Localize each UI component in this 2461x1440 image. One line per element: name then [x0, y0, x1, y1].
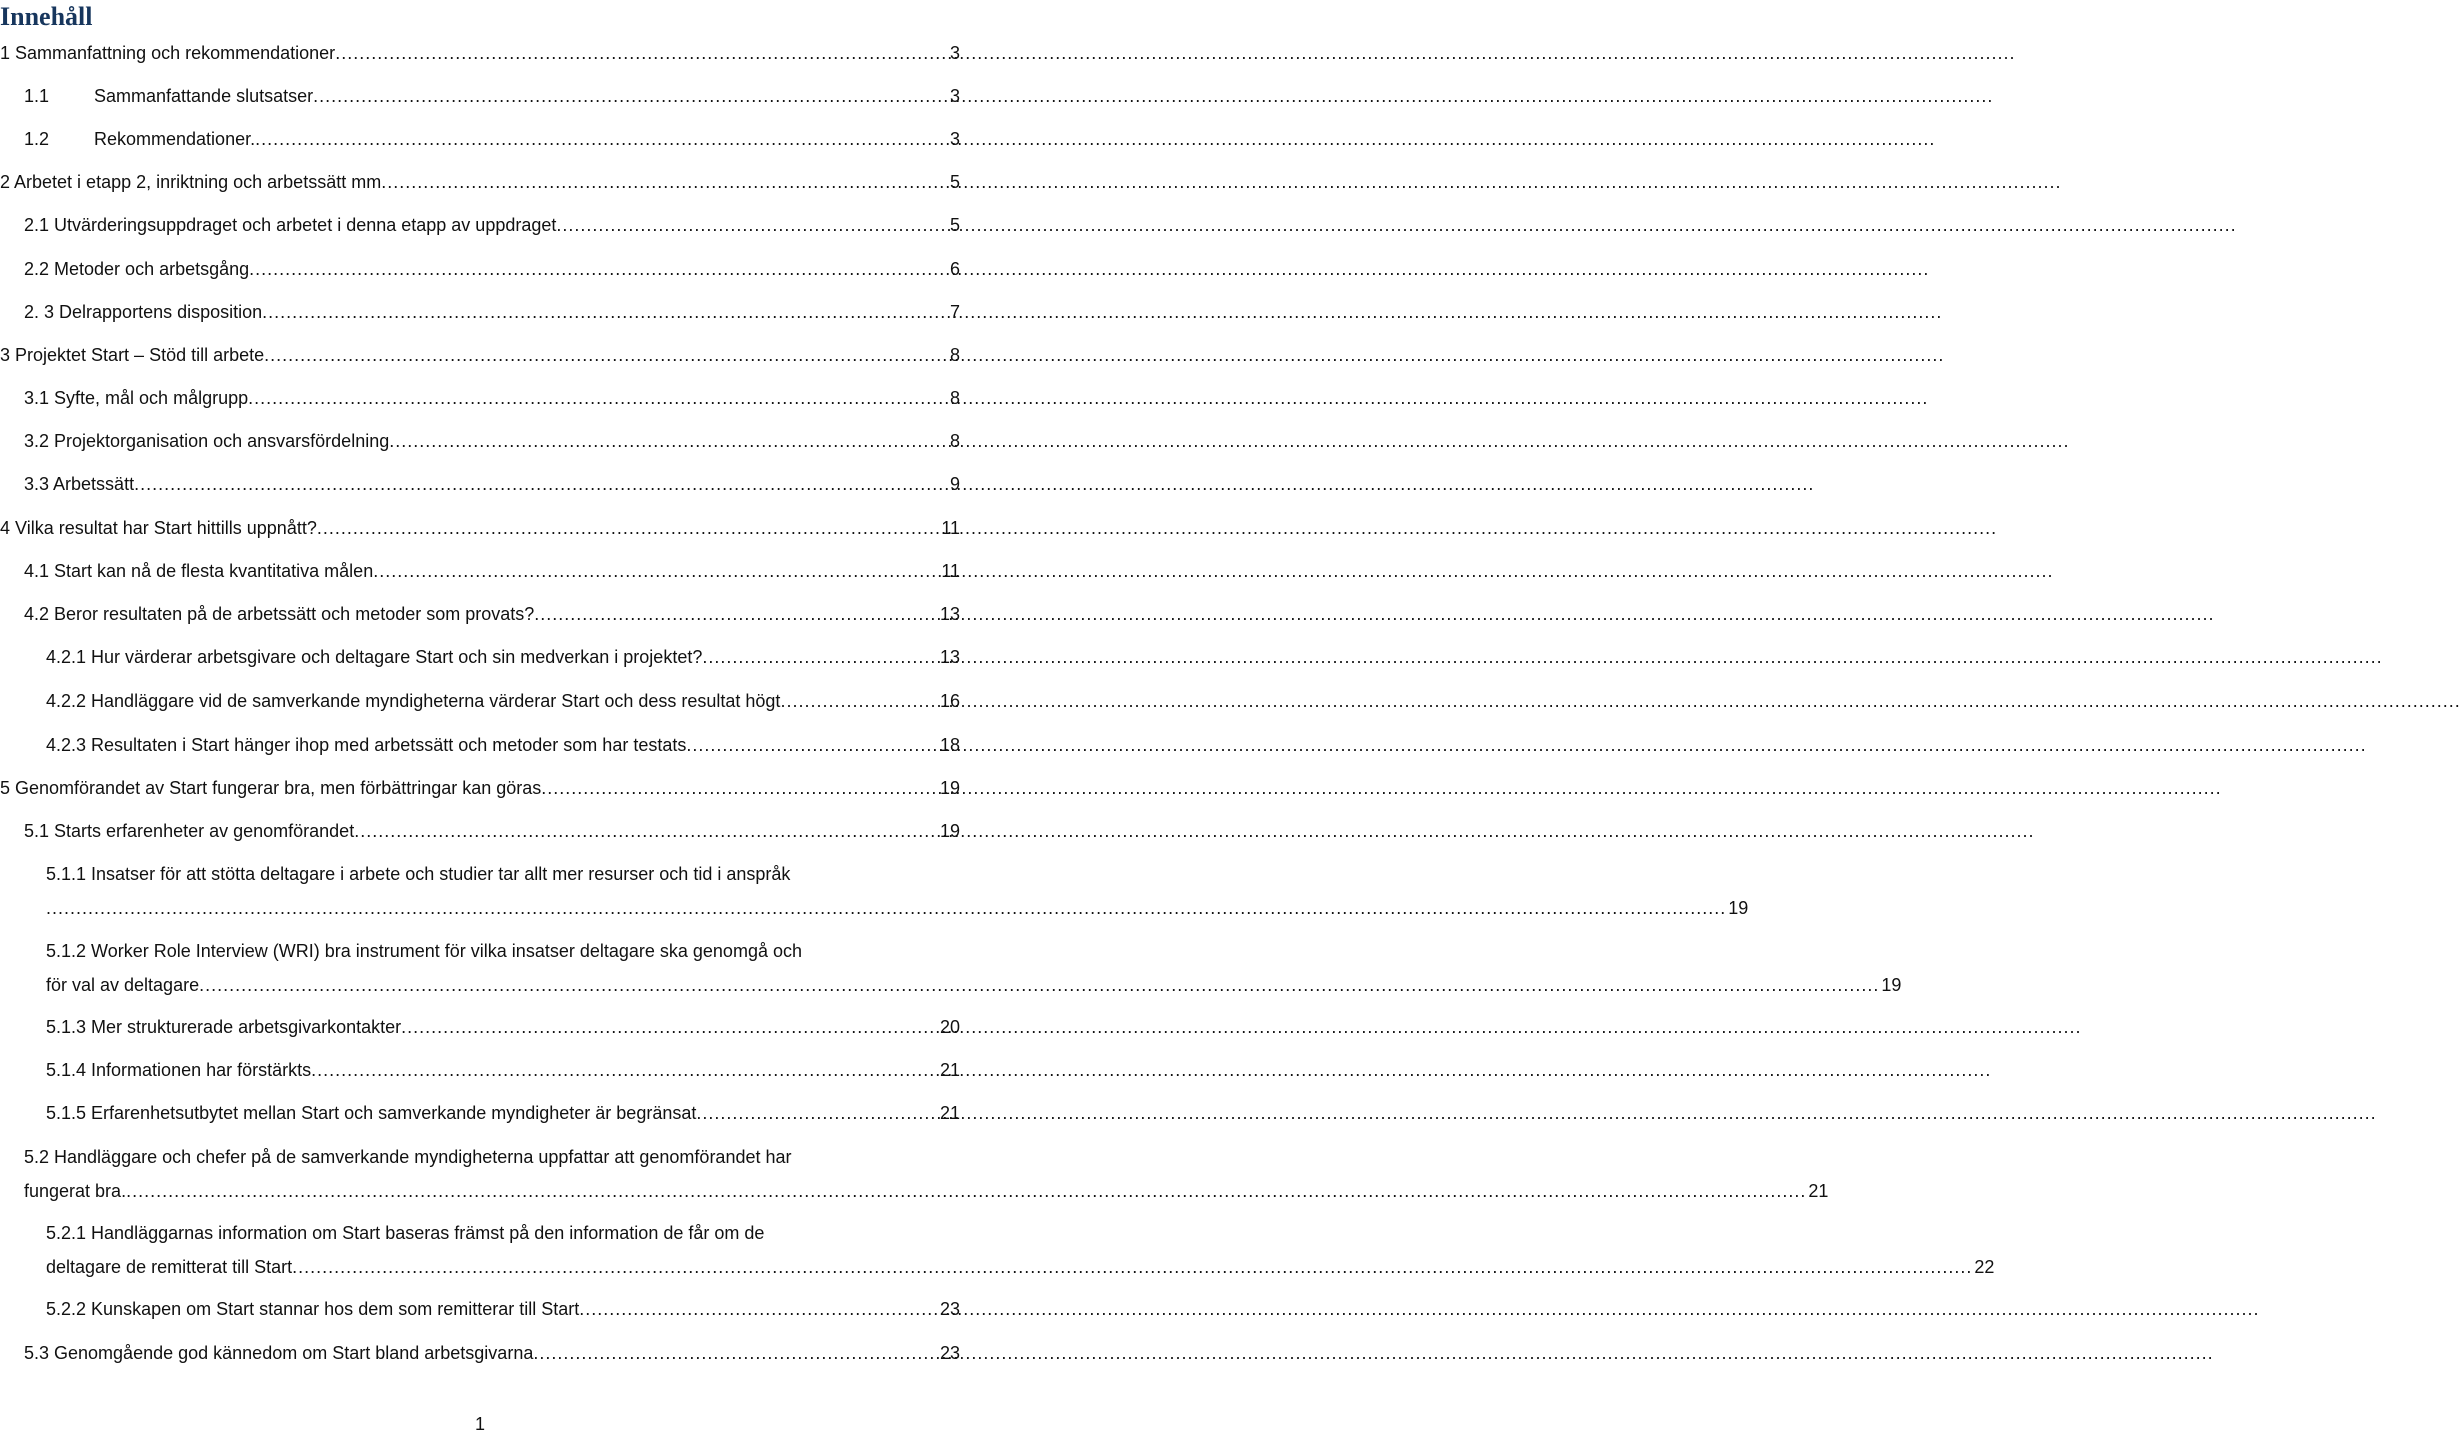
toc-entry-page: 16	[939, 691, 960, 711]
toc-entry-page: 5	[949, 215, 960, 235]
toc-entry-page: 18	[939, 735, 960, 755]
dot-leader	[533, 1337, 938, 1369]
toc-entry-page: 8	[949, 345, 960, 365]
toc-entry-title: 5.2 Handläggare och chefer på de samverkande myndigheterna uppfattar att genomförandet har	[24, 1147, 792, 1167]
toc-entry-title: 2 Arbetet i etapp 2, inriktning och arbetssätt mm	[0, 172, 382, 192]
toc-entry-number: 1.2	[24, 129, 50, 149]
toc-entry-page: 19	[1728, 898, 1749, 918]
toc-entry[interactable]	[0, 37, 960, 69]
toc-entry-title: 4.2.3 Resultaten i Start hänger ihop med arbetssätt och metoder som har testats	[46, 735, 687, 755]
dot-leader	[249, 253, 948, 285]
dot-leader	[354, 815, 938, 847]
dot-leader	[199, 969, 1879, 1001]
toc-entry-page: 19	[1881, 975, 1902, 995]
toc-entry-page: 9	[949, 474, 960, 494]
toc-entry[interactable]	[46, 1293, 960, 1325]
dot-leader	[389, 425, 948, 457]
toc-entry-title: 4.1 Start kan nå de flesta kvantitativa målen	[24, 561, 374, 581]
toc-entry[interactable]	[24, 468, 960, 500]
toc-entry-page: 5	[949, 172, 960, 192]
toc-entry-title: 3 Projektet Start – Stöd till arbete	[0, 345, 265, 365]
dot-leader	[134, 468, 948, 500]
toc-entry[interactable]	[0, 512, 960, 544]
dot-leader	[686, 729, 938, 761]
toc-entry-page: 19	[939, 778, 960, 798]
toc-entry[interactable]	[24, 253, 960, 285]
toc-entry-page: 8	[949, 388, 960, 408]
dot-leader	[46, 892, 1726, 924]
toc-entry-title: 5.2.1 Handläggarnas information om Start baseras främst på den information de får om de	[46, 1223, 765, 1243]
toc-entry[interactable]	[46, 935, 1902, 1003]
toc-entry[interactable]	[0, 339, 960, 371]
dot-leader	[248, 382, 948, 414]
dot-leader	[780, 685, 938, 717]
toc-entry[interactable]	[24, 80, 960, 112]
toc-entry-page: 21	[939, 1060, 960, 1080]
toc-entry[interactable]	[46, 1217, 1995, 1285]
dot-leader	[264, 339, 948, 371]
toc-entry[interactable]	[46, 729, 960, 761]
dot-leader	[255, 123, 948, 155]
toc-entry-title: 4.2.2 Handläggare vid de samverkande myndigheterna värderar Start och dess resultat högt	[46, 691, 781, 711]
toc-entry-title: 5.1.4 Informationen har förstärkts	[46, 1060, 312, 1080]
toc-entry-page: 22	[1974, 1257, 1995, 1277]
toc-entry-continuation	[46, 1251, 1995, 1283]
toc-entry-page: 21	[939, 1103, 960, 1123]
toc-entry-number: 1.1	[24, 86, 50, 106]
dot-leader	[126, 1175, 1806, 1207]
toc-entry-title: 5.1.1 Insatser för att stötta deltagare i arbete och studier tar allt mer resurser och tid i anspråk	[46, 864, 791, 884]
toc-entry-page: 20	[939, 1017, 960, 1037]
toc-entry-title-line2: fungerat bra.	[24, 1181, 127, 1201]
toc-entry-page: 8	[949, 431, 960, 451]
toc-entry-page: 3	[949, 43, 960, 63]
toc-entry-page: 3	[949, 129, 960, 149]
dot-leader	[335, 37, 948, 69]
dot-leader	[262, 296, 948, 328]
toc-entry[interactable]	[24, 555, 960, 587]
toc-entry-title: 2.1 Utvärderingsuppdraget och arbetet i denna etapp av uppdraget	[24, 215, 557, 235]
toc-entry-title: 2.2 Metoder och arbetsgång	[24, 259, 250, 279]
dot-leader	[373, 555, 939, 587]
toc-entry-page: 7	[949, 302, 960, 322]
toc-entry[interactable]	[24, 296, 960, 328]
dot-leader	[541, 772, 938, 804]
toc-entry[interactable]	[46, 641, 960, 673]
toc-entry[interactable]	[24, 123, 960, 155]
toc-entry-title-line2: deltagare de remitterat till Start	[46, 1257, 293, 1277]
toc-entry-title: 5.2.2 Kunskapen om Start stannar hos dem som remitterar till Start	[46, 1299, 580, 1319]
toc-entry-title: 5 Genomförandet av Start fungerar bra, men förbättringar kan göras	[0, 778, 542, 798]
toc-entry-title: 5.3 Genomgående god kännedom om Start bland arbetsgivarna	[24, 1343, 534, 1363]
toc-entry-continuation	[46, 892, 1749, 924]
toc-entry-text: Rekommendationer.	[94, 129, 256, 149]
dot-leader	[381, 166, 948, 198]
toc-entry-title: 5.1.5 Erfarenhetsutbytet mellan Start och samverkande myndigheter är begränsat	[46, 1103, 697, 1123]
toc-entry-page: 6	[949, 259, 960, 279]
toc-entry-page: 11	[941, 561, 960, 581]
toc-entry[interactable]	[46, 685, 960, 717]
toc-entry[interactable]	[24, 425, 960, 457]
dot-leader	[292, 1251, 1972, 1283]
dot-leader	[696, 1097, 938, 1129]
dot-leader	[556, 209, 948, 241]
toc-entry-title: 5.1 Starts erfarenheter av genomförandet	[24, 821, 355, 841]
toc-entry-page: 13	[939, 604, 960, 624]
toc-entry-title: 5.1.3 Mer strukturerade arbetsgivarkontakter	[46, 1017, 402, 1037]
toc-entry-title: 5.1.2 Worker Role Interview (WRI) bra instrument för vilka insatser deltagare ska genomgå och	[46, 941, 802, 961]
dot-leader	[313, 80, 948, 112]
toc-entry-title: 2. 3 Delrapportens disposition	[24, 302, 263, 322]
dot-leader	[579, 1293, 938, 1325]
dot-leader	[401, 1011, 938, 1043]
toc-entry-page: 23	[939, 1343, 960, 1363]
toc-entry[interactable]	[24, 1337, 960, 1369]
toc-entry-text: Sammanfattande slutsatser	[94, 86, 314, 106]
dot-leader	[702, 641, 938, 673]
toc-entry-title: 4.2 Beror resultaten på de arbetssätt och metoder som provats?	[24, 604, 535, 624]
toc-entry[interactable]	[24, 382, 960, 414]
toc-entry-title-line2: för val av deltagare	[46, 975, 200, 995]
toc-entry-title	[24, 80, 313, 112]
toc-entry[interactable]	[24, 815, 960, 847]
toc-entry-continuation	[24, 1175, 1829, 1207]
toc-entry[interactable]	[46, 1097, 960, 1129]
toc-entry-page: 3	[949, 86, 960, 106]
toc-entry-title: 3.1 Syfte, mål och målgrupp	[24, 388, 249, 408]
toc-entry-page: 11	[941, 518, 960, 538]
dot-leader	[534, 598, 938, 630]
toc-entry-page: 13	[939, 647, 960, 667]
toc-entry[interactable]	[0, 772, 960, 804]
toc-entry-page: 23	[939, 1299, 960, 1319]
toc-entry[interactable]	[0, 166, 960, 198]
toc-entry-title: 4.2.1 Hur värderar arbetsgivare och deltagare Start och sin medverkan i projektet?	[46, 647, 703, 667]
toc-entry[interactable]	[46, 858, 1749, 926]
footer-page-number: 1	[474, 1414, 485, 1434]
toc-entry-page: 19	[939, 821, 960, 841]
toc-entry-continuation	[46, 969, 1902, 1001]
toc-heading: Innehåll	[0, 2, 93, 31]
toc-entry-page: 21	[1808, 1181, 1829, 1201]
toc-entry-title: 4 Vilka resultat har Start hittills uppnått?	[0, 518, 317, 538]
toc-entry-title: 1 Sammanfattning och rekommendationer	[0, 43, 336, 63]
dot-leader	[317, 512, 939, 544]
dot-leader	[311, 1054, 938, 1086]
toc-entry[interactable]	[46, 1054, 960, 1086]
toc-entry[interactable]	[24, 209, 960, 241]
toc-entry[interactable]	[24, 1141, 1829, 1209]
toc-entry[interactable]	[46, 1011, 960, 1043]
toc-entry[interactable]	[24, 598, 960, 630]
toc-entry-title: 3.2 Projektorganisation och ansvarsfördelning	[24, 431, 390, 451]
toc-entry-title	[24, 123, 255, 155]
toc-entry-title: 3.3 Arbetssätt	[24, 474, 135, 494]
